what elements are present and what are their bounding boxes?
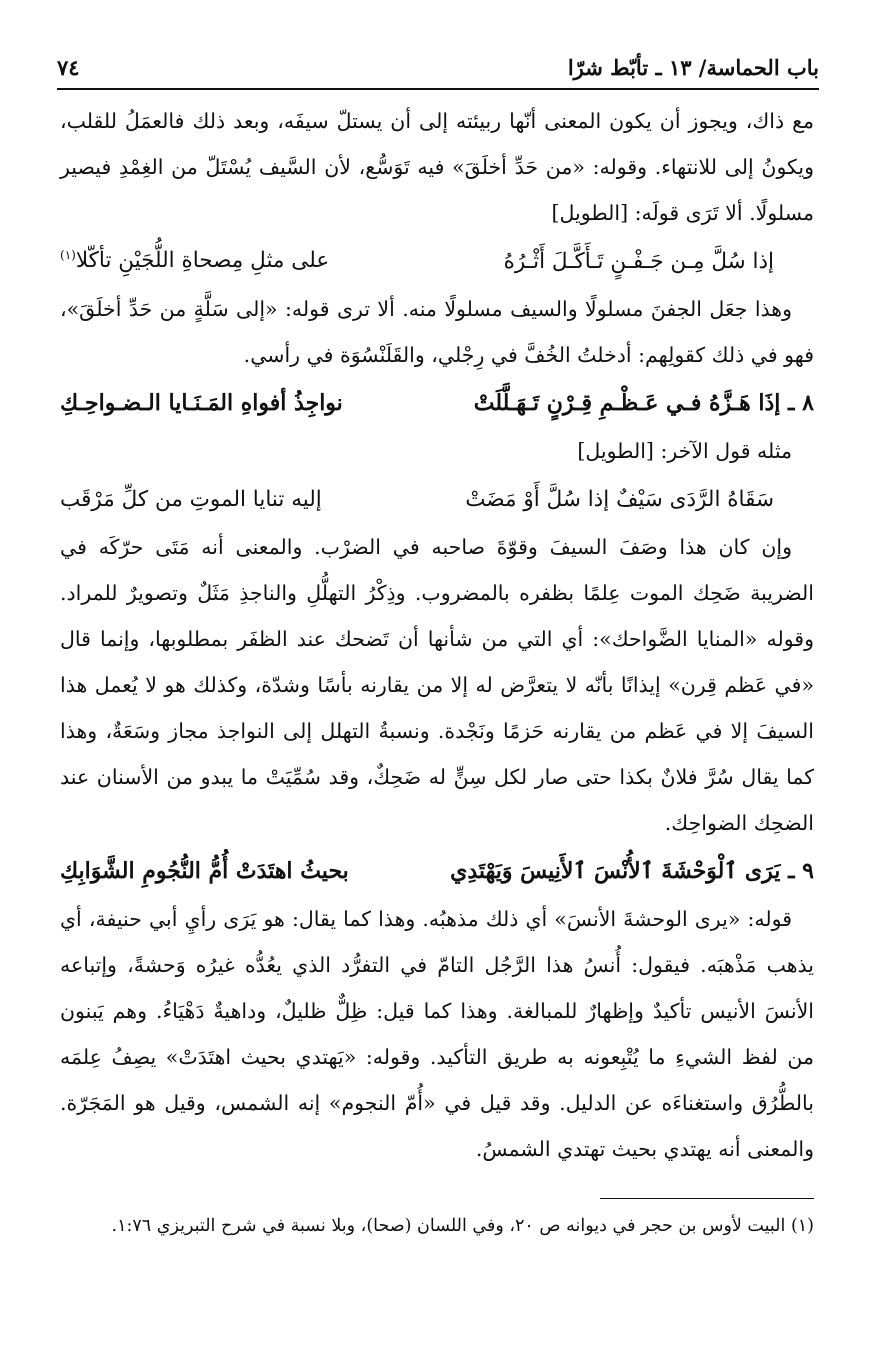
page-number: ٧٤ (57, 54, 80, 80)
verse-8-first-hemistich: ٨ ـ إذَا هَـزَّهُ فـي عَـظْـمِ قِـرْنٍ تَـهَـلَّلَتْ (473, 390, 814, 416)
poem-verse-9 (60, 846, 814, 896)
paragraph-5: قوله: «يرى الوحشةَ الأنسَ» أي ذلك مذهبُه. وهذا كما يقال: هو يَرَى رأيِ أبي حنيفة، أي يذهب مَذْهبَه. فيقول: أُنسُ هذا الرَّجُل التامّ في التفرُّد الذي يعُدُّه غيرُه وَحشةً، وإتباعه الأنسَ الأنيس تأكيدٌ وإظهارٌ للمبالغة. وهذا كما قيل: ظِلٌّ ظليلٌ، وداهيةٌ دَهْيَاءُ. وهم يَبنون من لفظ الشيءِ ما يُتْبِعونه به طريق التأكيد. وقوله: «يَهتدي بحيث اهتَدَتْ» يصِفُ عِلمَه بالطُّرُق واستغناءَه عن الدليل. وقد قيل في «أُمّ النجوم» إنه الشمس، وقيل هو المَجَرّة. والمعنى أنه يهتدي بحيث تهتدي الشمسُ. (60, 907, 814, 1161)
paragraph-2: وهذا جعَل الجفنَ مسلولًا والسيف مسلولًا منه. ألا ترى قوله: «إلى سَلَّةٍ من حَدِّ أخلَقَ»، فهو في ذلك كقولِهم: أدخلتُ الخُفَّ في رِجْلي، والقَلَنْسُوَة في رأسي. (60, 297, 814, 367)
verse-9-first-hemistich: ٩ ـ يَرَى ٱلْوَحْشَةَ ٱلأُنْسَ ٱلأَنِيسَ وَيَهْتَدِي (450, 858, 814, 884)
verse-9-second-hemistich: بحيثُ اهتَدَتْ أُمُّ النُّجُومِ الشَّوَابِكِ (60, 858, 349, 884)
verse-quote-2-first: سَقَاهُ الرَّدَى سَيْفٌ إذا سُلَّ أَوْ مَضَتْ (465, 486, 774, 512)
poem-verse-8 (60, 378, 814, 428)
verse-quote-1 (60, 236, 814, 286)
verse-hemistich-2-text: على مثلِ مِصحاةِ اللُّجَيْنِ تأكّلا (75, 248, 330, 274)
paragraph-4: وإن كان هذا وصَفَ السيفَ وقوّةَ صاحبه في الضرْب. والمعنى أنه مَتَى حرّكَه في الضريبة ضَحِك الموت عِلمًا بظفره بالمضروب. وذِكْرُ التهلُّلِ والناجذِ مَثَلٌ وتصويرٌ للمراد. وقوله «المنايا الضَّواحك»: أي التي من شأنها أن تَضحك عند الظفَر بمطلوبها، وإنما قال «في عَظم قِرن» إيذانًا بأنّه لا يتعرَّض له إلا من يقارنه بأسًا وشدّة، وكذلك هو لا يُعمل هذا السيفَ إلا في عَظم من يقارنه حَزمًا ونَجْدة. ونسبةُ التهلل إلى النواجذ مجاز وسَعَةٌ، وهذا كما يقال سُرَّ فلانٌ بكذا حتى صار لكل سِنٍّ له ضَحِكٌ، وقد سُمِّيَتْ ما يبدو من الأسنان عند الضحِك الضواحِك. (60, 535, 814, 835)
header-rule (57, 88, 819, 90)
paragraph-3: مثله قول الآخر: [الطويل] (577, 439, 792, 463)
verse-hemistich-2 (60, 248, 329, 273)
paragraph-1: مع ذاك، ويجوز أن يكون المعنى أنّها ربيئته إلى أن يستلّ سيفَه، وبعد ذلك فالعمَلُ للقلب، ويكونُ إلى للانتهاء. وقوله: «من حَدِّ أخلَقَ» فيه تَوَسُّع، لأن السَّيف يُسْتَلّ من الغِمْدِ فيصير مسلولًا. ألا تَرَى قولَه: [الطويل] (60, 109, 814, 225)
footnote-marker: (١) (60, 248, 76, 263)
verse-quote-2 (60, 474, 814, 524)
page-header (57, 50, 819, 84)
verse-8-second-hemistich: نواجِذُ أفواهِ المَـنَـايا الـضـواحِـكِ (60, 390, 343, 416)
main-text (60, 98, 814, 1172)
footnote-rule (600, 1198, 814, 1199)
running-title: باب الحماسة/ ١٣ ـ تأبّط شرّا (567, 54, 819, 80)
verse-hemistich-1: إذا سُلَّ مِـن جَـفْـنٍ تَـأَكَّـلَ أَثْـرُهُ (503, 248, 774, 274)
verse-quote-2-second: إليه تنايا الموتِ من كلِّ مَرْقَب (60, 486, 322, 512)
footnote: (١) البيت لأوس بن حجر في ديوانه ص ٢٠، وفي اللسان (صحا)، وبلا نسبة في شرح التبريزي ١:٧٦. (111, 1216, 814, 1236)
